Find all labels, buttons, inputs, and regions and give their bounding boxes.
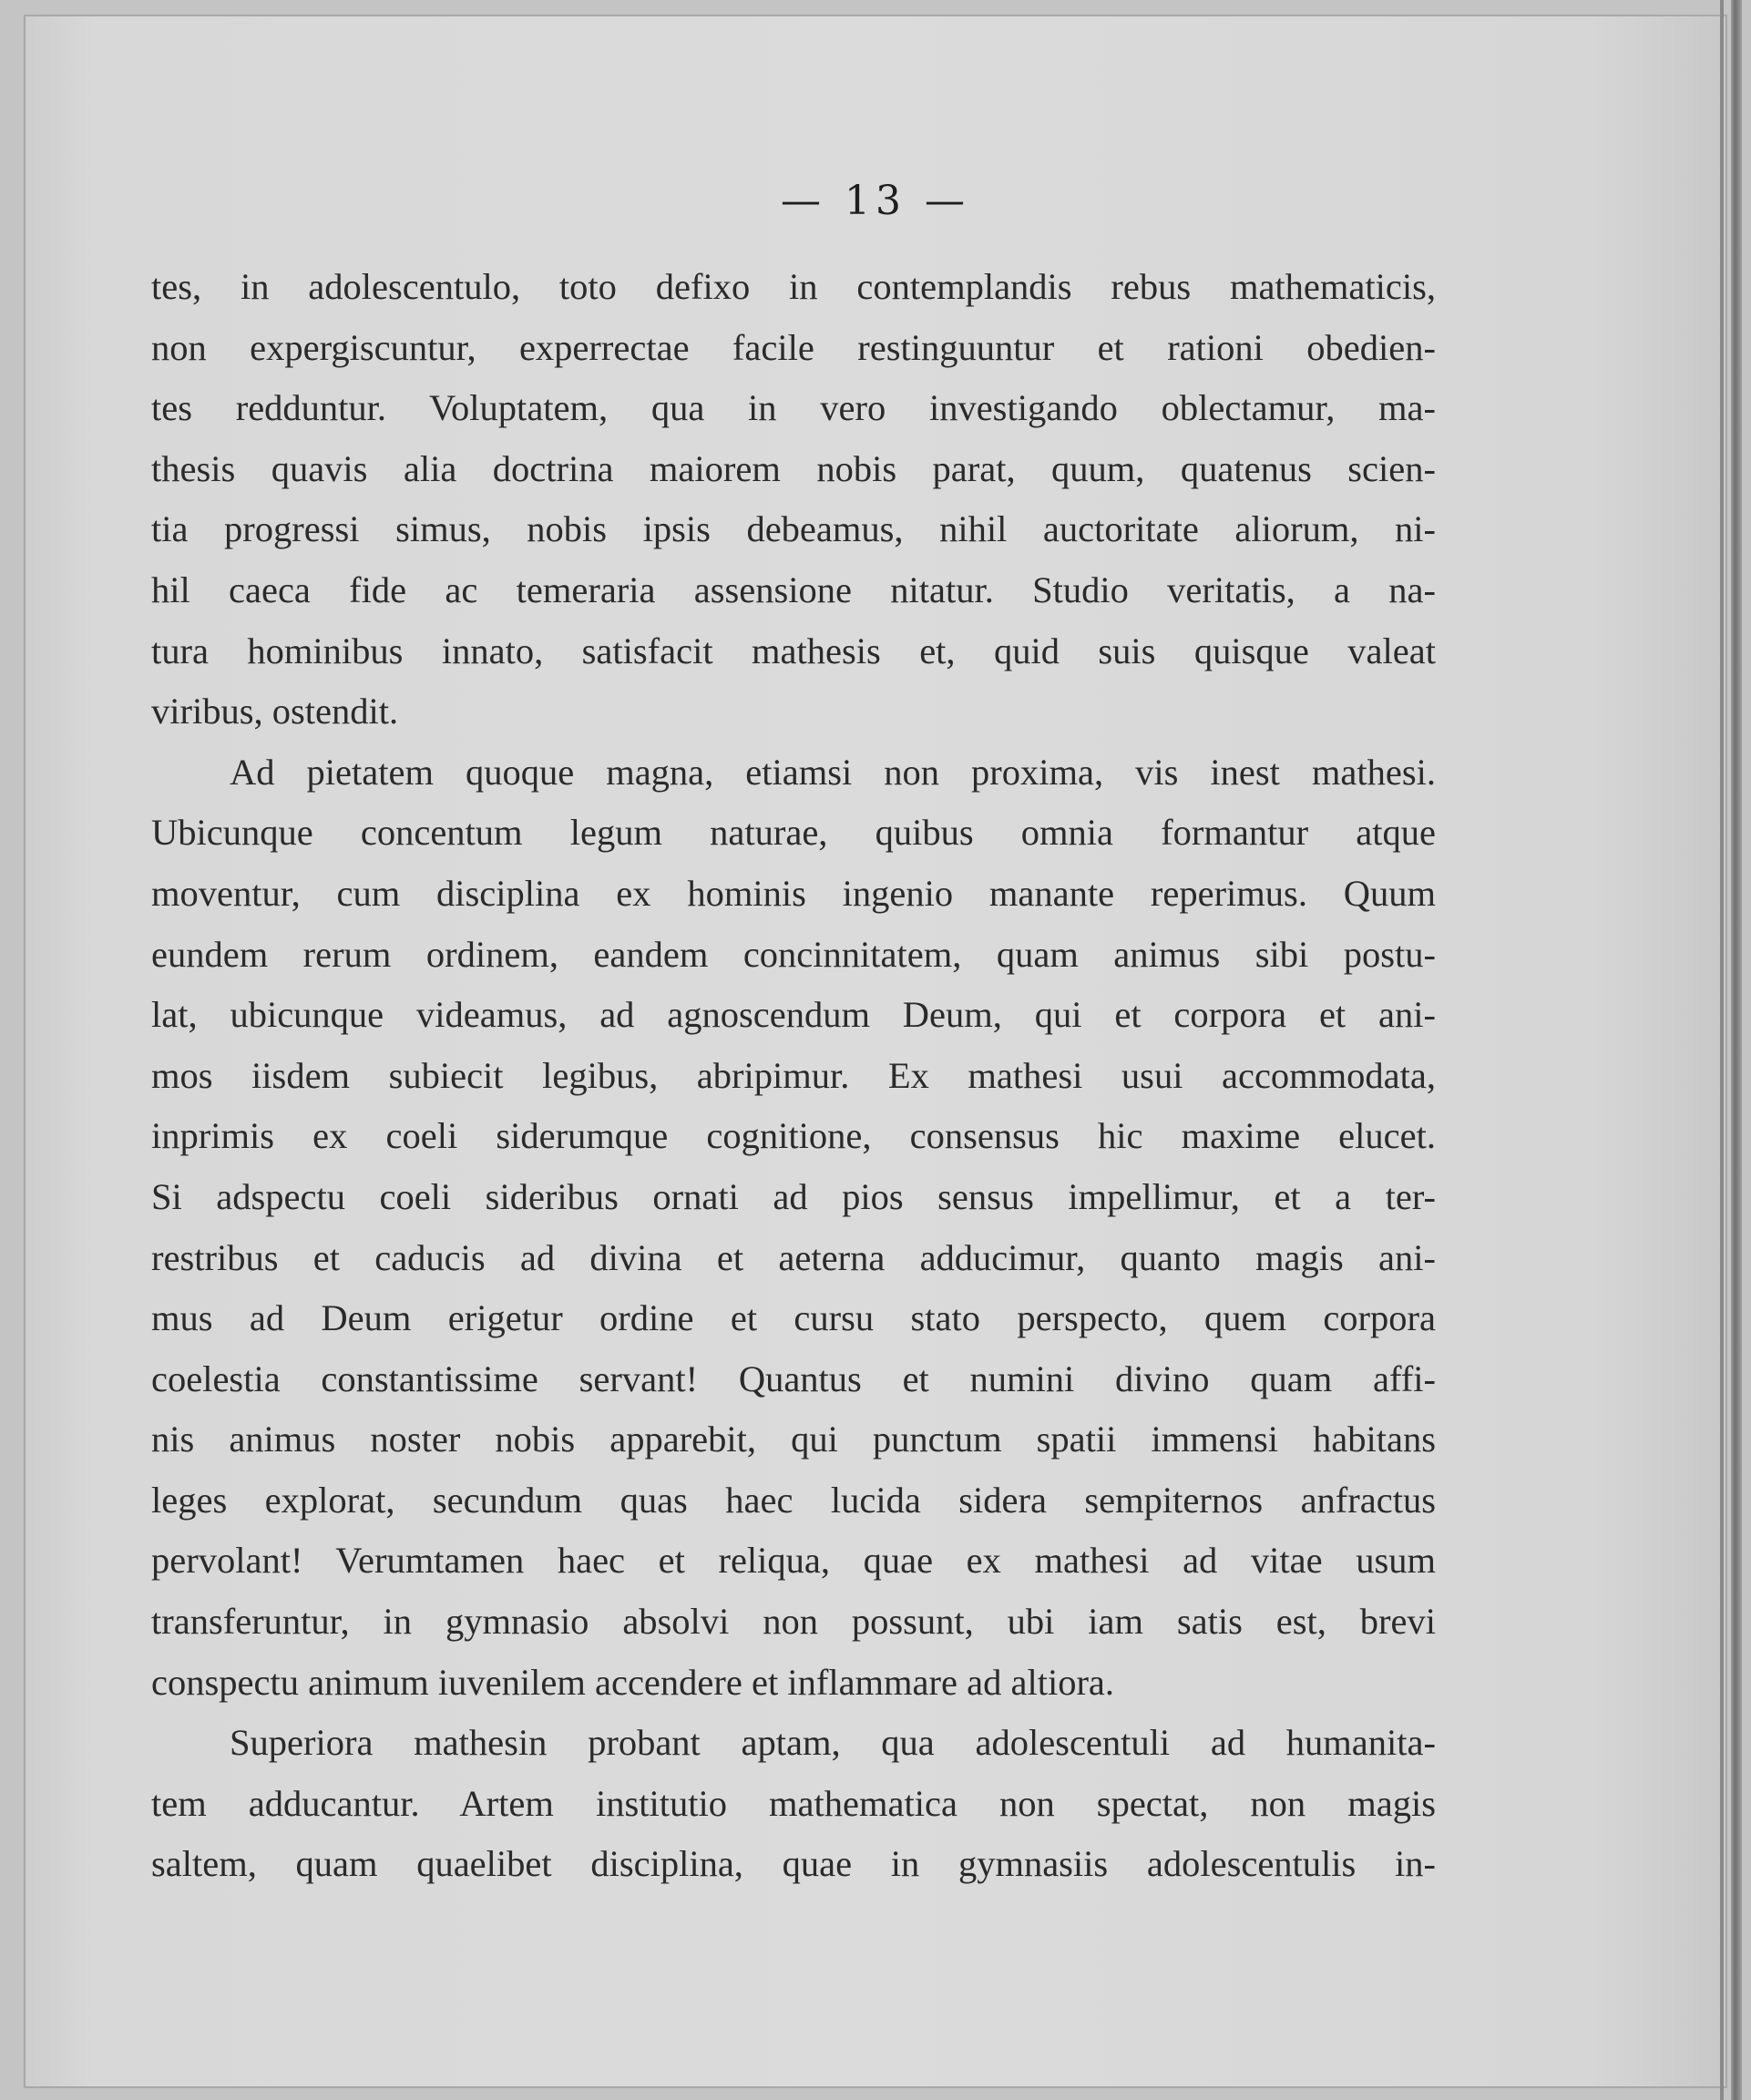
text-line: mos iisdem subiecit legibus, abripimur. Ex mathesi usui accommodata, (151, 1054, 1436, 1096)
text-line: hil caeca fide ac temeraria assensione nitatur. Studio veritatis, a na- (151, 569, 1436, 610)
text-line: lat, ubicunque videamus, ad agnoscendum Deum, qui et corpora et ani- (151, 994, 1436, 1036)
text-line: Ubicunque concentum legum naturae, quibus omnia formantur atque (151, 812, 1436, 854)
text-line: tes redduntur. Voluptatem, qua in vero investigando oblectamur, ma- (151, 387, 1436, 429)
text-line: nis animus noster nobis apparebit, qui punctum spatii immensi habitans (151, 1419, 1436, 1460)
body-text (151, 257, 1436, 1895)
text-line: transferuntur, in gymnasio absolvi non possunt, ubi iam satis est, brevi (151, 1601, 1436, 1643)
text-line: tes, in adolescentulo, toto defixo in contemplandis rebus mathematicis, (151, 266, 1436, 307)
text-line: Si adspectu coeli sideribus ornati ad pios sensus impellimur, et a ter- (151, 1175, 1436, 1217)
text-line: moventur, cum disciplina ex hominis ingenio manante reperimus. Quum (151, 872, 1436, 914)
text-line: coelestia constantissime servant! Quantus et numini divino quam affi- (151, 1357, 1436, 1399)
text-line: viribus, ostendit. (151, 691, 399, 732)
text-line: thesis quavis alia doctrina maiorem nobis parat, quum, quatenus scien- (151, 447, 1436, 489)
text-line: tura hominibus innato, satisfacit mathesis et, quid suis quisque valeat (151, 630, 1436, 671)
binding-edge (1731, 0, 1742, 2100)
text-line: eundem rerum ordinem, eandem concinnitatem, quam animus sibi postu- (151, 933, 1436, 975)
binding-edge-inner (1720, 0, 1724, 2100)
text-line: Superiora mathesin probant aptam, qua adolescentuli ad humanita- (230, 1722, 1436, 1764)
text-line: tem adducantur. Artem institutio mathematica non spectat, non magis (151, 1782, 1436, 1824)
text-line: conspectu animum iuvenilem accendere et inflammare ad altiora. (151, 1661, 1115, 1703)
text-line: tia progressi simus, nobis ipsis debeamus, nihil auctoritate aliorum, ni- (151, 508, 1436, 550)
text-line: inprimis ex coeli siderumque cognitione, consensus hic maxime elucet. (151, 1115, 1436, 1157)
text-line: leges explorat, secundum quas haec lucida sidera sempiternos anfractus (151, 1479, 1436, 1521)
text-line: non expergiscuntur, experrectae facile restinguuntur et rationi obedien- (151, 326, 1436, 368)
text-line: mus ad Deum erigetur ordine et cursu stato perspecto, quem corpora (151, 1297, 1436, 1339)
text-line: Ad pietatem quoque magna, etiamsi non proxima, vis inest mathesi. (230, 751, 1436, 793)
text-line: restribus et caducis ad divina et aeterna adducimur, quanto magis ani- (151, 1236, 1436, 1278)
text-line: pervolant! Verumtamen haec et reliqua, quae ex mathesi ad vitae usum (151, 1540, 1436, 1582)
page-number-header: — 13 — (781, 178, 970, 224)
text-line: saltem, quam quaelibet disciplina, quae in gymnasiis adolescentulis in- (151, 1843, 1436, 1885)
